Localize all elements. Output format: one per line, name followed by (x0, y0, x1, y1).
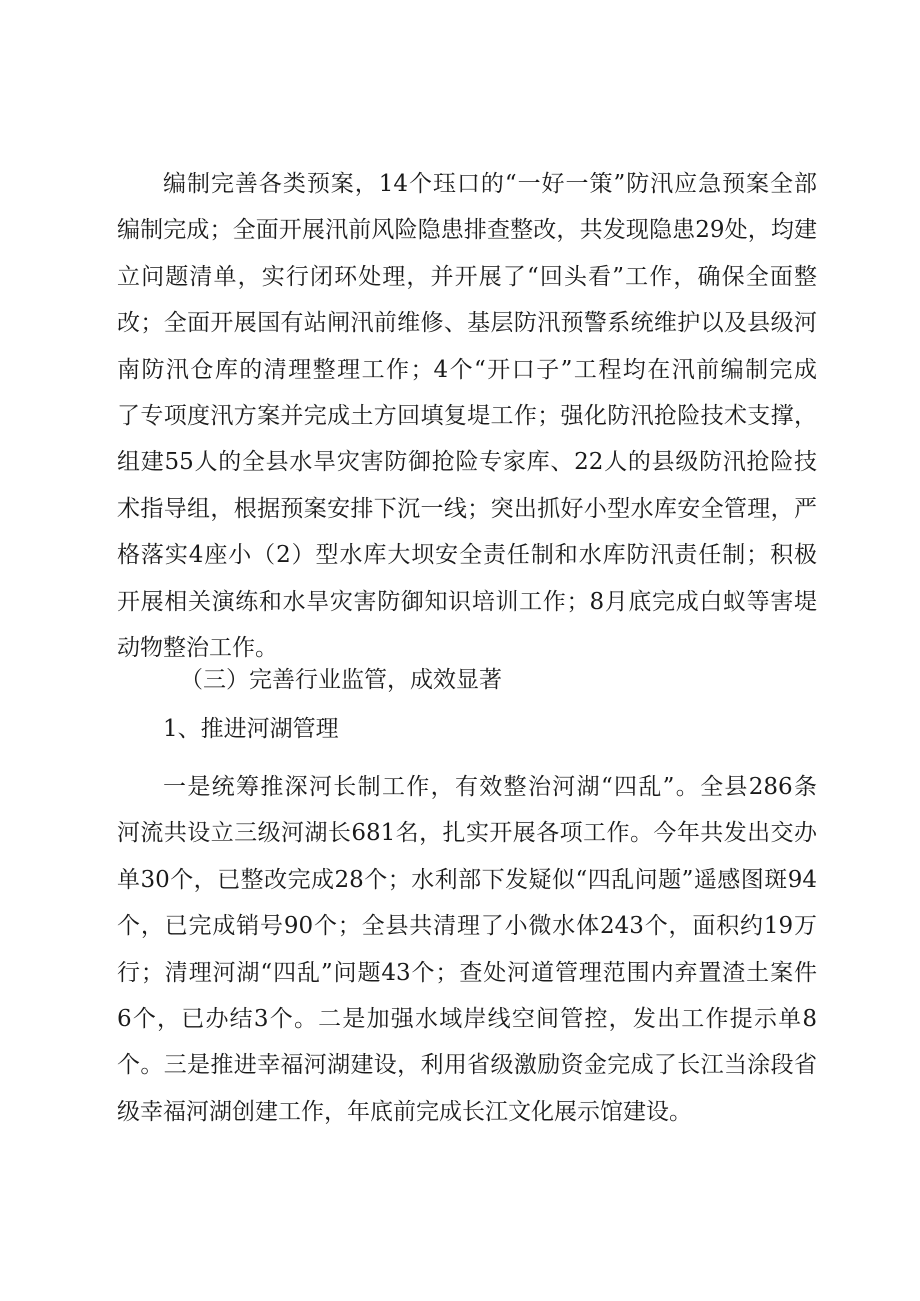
paragraph-line: 河流共设立三级河湖长681名，扎实开展各项工作。今年共发出交办 (117, 820, 817, 847)
paragraph-flood-prevention (117, 161, 817, 671)
paragraph-line: 动物整治工作。 (117, 634, 278, 661)
paragraph-river-management (117, 764, 817, 1135)
paragraph-line: 单30个，已整改完成28个；水利部下发疑似“四乱问题”遥感图斑94 (117, 866, 817, 893)
paragraph-line: 行；清理河湖“四乱”问题43个；查处河道管理范围内弃置渣土案件 (117, 959, 817, 986)
paragraph-line: 组建55人的全县水旱灾害防御抢险专家库、22人的县级防汛抢险技 (117, 449, 817, 476)
paragraph-line: 格落实4座小（2）型水库大坝安全责任制和水库防汛责任制；积极 (117, 542, 817, 569)
paragraph-line: 南防汛仓库的清理整理工作；4个“开口子”工程均在汛前编制完成 (117, 356, 817, 383)
paragraph-line: 个，已完成销号90个；全县共清理了小微水体243个，面积约19万 (117, 913, 817, 940)
paragraph-line: 了专项度汛方案并完成土方回填复堤工作；强化防汛抢险技术支撑， (117, 402, 817, 429)
paragraph-line: 开展相关演练和水旱灾害防御知识培训工作；8月底完成白蚁等害堤 (117, 588, 817, 615)
section-heading: （三）完善行业监管，成效显著 (180, 667, 502, 693)
paragraph-line: 级幸福河湖创建工作，年底前完成长江文化展示馆建设。 (117, 1098, 692, 1125)
paragraph-line: 改；全面开展国有站闸汛前维修、基层防汛预警系统维护以及县级河 (117, 310, 817, 337)
paragraph-line: 编制完善各类预案，14个珏口的“一好一策”防汛应急预案全部 (163, 171, 817, 197)
paragraph-line: 术指导组，根据预案安排下沉一线；突出抓好小型水库安全管理，严 (117, 495, 817, 522)
paragraph-line: 编制完成；全面开展汛前风险隐患排查整改，共发现隐患29处，均建 (117, 217, 817, 244)
paragraph-line: 一是统筹推深河长制工作，有效整治河湖“四乱”。全县286条 (163, 774, 817, 800)
paragraph-line: 立问题清单，实行闭环处理，并开展了“回头看”工作，确保全面整 (117, 263, 817, 290)
subsection-heading: 1、推进河湖管理 (163, 716, 339, 742)
paragraph-line: 6个，已办结3个。二是加强水域岸线空间管控，发出工作提示单8 (117, 1005, 817, 1032)
paragraph-line: 个。三是推进幸福河湖建设，利用省级激励资金完成了长江当涂段省 (117, 1052, 817, 1079)
